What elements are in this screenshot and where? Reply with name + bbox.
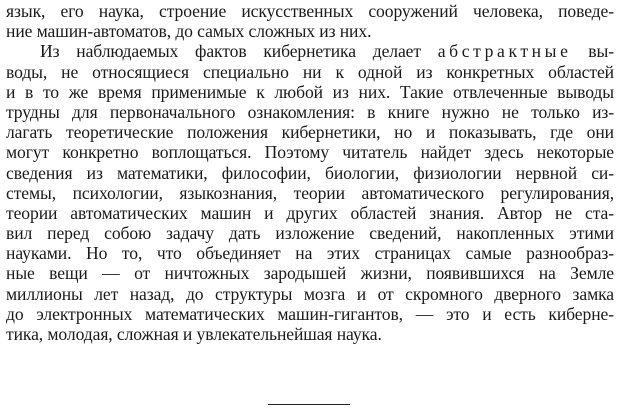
text-fragment: Из наблюдаемых фактов кибернетика делает xyxy=(40,41,438,62)
text-line: и в то же время применимые к любой из них. Такие отвлеченные выводы xyxy=(6,81,614,102)
text-line: трудны для первоначального ознакомления: в книге нужно не только из- xyxy=(6,101,614,122)
text-line: теории автоматических машин и других областей знания. Автор не ста- xyxy=(6,202,614,223)
text-line: науками. Но то, что объединяет на этих страницах самые разнообраз- xyxy=(6,243,614,264)
spaced-emphasis-word: абстрактные xyxy=(437,41,572,62)
text-line xyxy=(6,41,614,61)
text-line: язык, его наука, строение искусственных сооружений человека, поведе- xyxy=(6,1,614,21)
text-line: ные вещи — от ничтожных зародышей жизни, появившихся на Земле xyxy=(6,263,614,284)
text-fragment: вы- xyxy=(571,41,614,62)
text-line: до электронных математических машин-гигантов, — это и есть киберне- xyxy=(6,303,614,324)
text-line: стемы, психологии, языкознания, теории автоматического регулирования, xyxy=(6,182,614,203)
body-text xyxy=(6,1,614,344)
text-line: миллионы лет назад, до структуры мозга и от скромного дверного замка xyxy=(6,283,614,304)
text-line: могут конкретно воплощаться. Поэтому читатель найдет здесь некоторые xyxy=(6,142,614,163)
text-line: ние машин-автоматов, до самых сложных из них. xyxy=(6,21,372,42)
text-line: лагать теоретические положения кибернетики, но и показывать, где они xyxy=(6,122,614,143)
text-line: сведения из математики, философии, биологии, физиологии нервной си- xyxy=(6,162,614,183)
section-divider-rule xyxy=(268,404,350,405)
text-line: тика, молодая, сложная и увлекательнейшая наука. xyxy=(6,324,382,344)
text-line: вил перед собою задачу дать изложение сведений, накопленных этими xyxy=(6,223,614,244)
text-line: воды, не относящиеся специально ни к одной из конкретных областей xyxy=(6,61,614,82)
